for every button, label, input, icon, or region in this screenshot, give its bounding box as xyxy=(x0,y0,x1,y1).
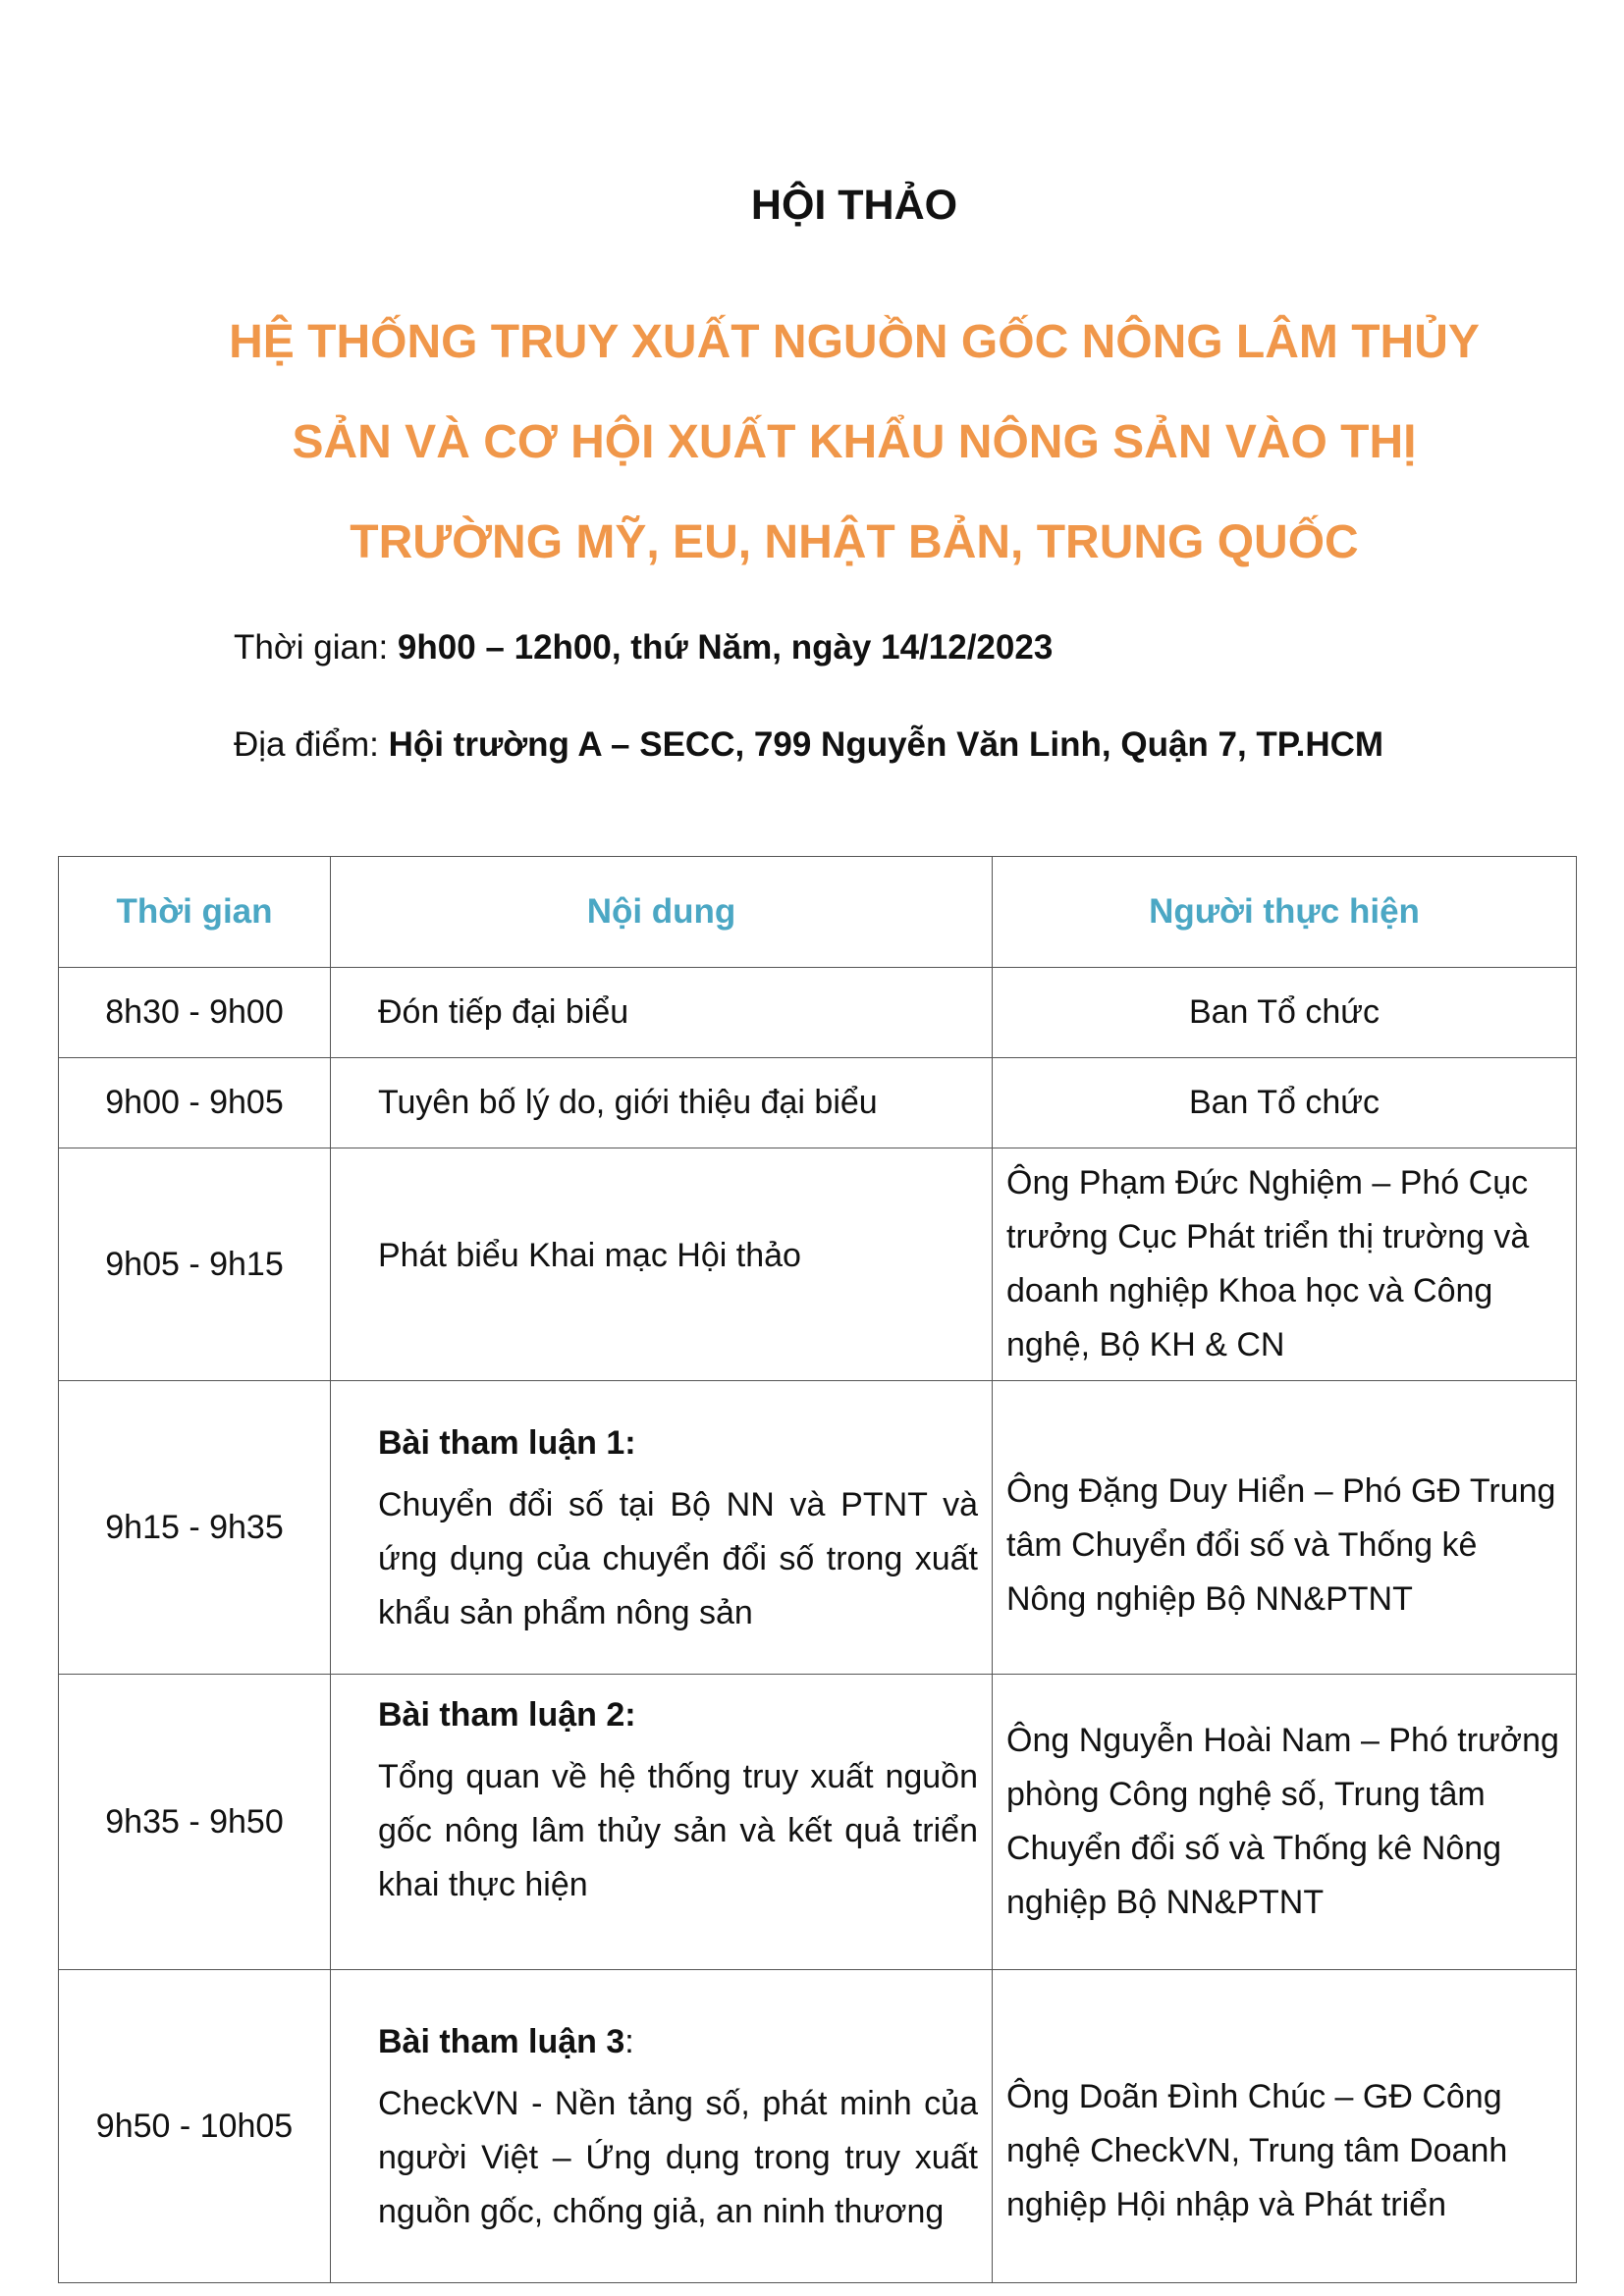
event-time xyxy=(234,628,1053,667)
event-title-line: TRƯỜNG MỸ, EU, NHẬT BẢN, TRUNG QUỐC xyxy=(350,516,1359,568)
agenda-row xyxy=(59,1148,1577,1381)
agenda-row xyxy=(59,1675,1577,1970)
presentation-label-text: Bài tham luận 3 xyxy=(378,2023,625,2060)
column-header-content: Nội dung xyxy=(331,857,993,968)
event-time-label: Thời gian: xyxy=(234,628,398,667)
agenda-content xyxy=(331,968,993,1058)
column-header-time: Thời gian xyxy=(59,857,331,968)
agenda-time: 9h50 - 10h05 xyxy=(59,1970,331,2283)
agenda-person: Ông Phạm Đức Nghiệm – Phó Cục trưởng Cục Phát triển thị trường và doanh nghiệp Khoa học và Công nghệ, Bộ KH & CN xyxy=(993,1148,1577,1381)
agenda-content-text: Chuyển đổi số tại Bộ NN và PTNT và ứng dụng của chuyển đổi số trong xuất khẩu sản phẩm nông sản xyxy=(378,1486,978,1631)
event-place-value: Hội trường A – SECC, 799 Nguyễn Văn Linh, Quận 7, TP.HCM xyxy=(388,725,1384,764)
agenda-time: 9h00 - 9h05 xyxy=(59,1058,331,1148)
agenda-content-text: Phát biểu Khai mạc Hội thảo xyxy=(378,1236,801,1274)
agenda-content xyxy=(331,1381,993,1675)
event-type-heading: HỘI THẢO xyxy=(750,182,958,229)
agenda-row xyxy=(59,1058,1577,1148)
agenda-header-row xyxy=(59,857,1577,968)
agenda-content-text: CheckVN - Nền tảng số, phát minh của người Việt – Ứng dụng trong truy xuất nguồn gốc, chống giả, an ninh thương xyxy=(378,2085,978,2230)
event-time-value: 9h00 – 12h00, thứ Năm, ngày 14/12/2023 xyxy=(397,628,1054,667)
agenda-content xyxy=(331,1675,993,1970)
agenda-time: 9h05 - 9h15 xyxy=(59,1148,331,1381)
agenda-content xyxy=(331,1058,993,1148)
presentation-label-colon: : xyxy=(624,2023,634,2060)
agenda-person: Ông Doãn Đình Chúc – GĐ Công nghệ CheckVN, Trung tâm Doanh nghiệp Hội nhập và Phát triển xyxy=(993,1970,1577,2283)
agenda-person: Ông Nguyễn Hoài Nam – Phó trưởng phòng Công nghệ số, Trung tâm Chuyển đổi số và Thống kê Nông nghiệp Bộ NN&PTNT xyxy=(993,1675,1577,1970)
agenda-content-text: Tổng quan về hệ thống truy xuất nguồn gốc nông lâm thủy sản và kết quả triển khai thực hiện xyxy=(378,1758,978,1903)
event-place xyxy=(234,725,1383,765)
agenda-person: Ban Tổ chức xyxy=(993,1058,1577,1148)
agenda-time: 9h35 - 9h50 xyxy=(59,1675,331,1970)
event-title-line: SẢN VÀ CƠ HỘI XUẤT KHẨU NÔNG SẢN VÀO THỊ xyxy=(292,416,1417,468)
presentation-label xyxy=(378,2023,978,2061)
event-title-line: HỆ THỐNG TRUY XUẤT NGUỒN GỐC NÔNG LÂM THỦY xyxy=(229,316,1480,368)
agenda-content-text: Tuyên bố lý do, giới thiệu đại biểu xyxy=(378,1084,878,1121)
event-title xyxy=(196,293,1512,593)
agenda-content-text: Đón tiếp đại biểu xyxy=(378,993,629,1031)
presentation-label: Bài tham luận 2: xyxy=(378,1696,636,1734)
agenda-content xyxy=(331,1148,993,1381)
agenda-row xyxy=(59,968,1577,1058)
agenda-row xyxy=(59,1381,1577,1675)
column-header-person: Người thực hiện xyxy=(993,857,1577,968)
agenda-row xyxy=(59,1970,1577,2283)
agenda-time: 8h30 - 9h00 xyxy=(59,968,331,1058)
agenda-table xyxy=(58,856,1577,2283)
agenda-content xyxy=(331,1970,993,2283)
event-place-label: Địa điểm: xyxy=(234,725,389,764)
agenda-person: Ông Đặng Duy Hiển – Phó GĐ Trung tâm Chuyển đổi số và Thống kê Nông nghiệp Bộ NN&PTNT xyxy=(993,1381,1577,1675)
agenda-time: 9h15 - 9h35 xyxy=(59,1381,331,1675)
presentation-label: Bài tham luận 1: xyxy=(378,1424,636,1462)
agenda-person: Ban Tổ chức xyxy=(993,968,1577,1058)
